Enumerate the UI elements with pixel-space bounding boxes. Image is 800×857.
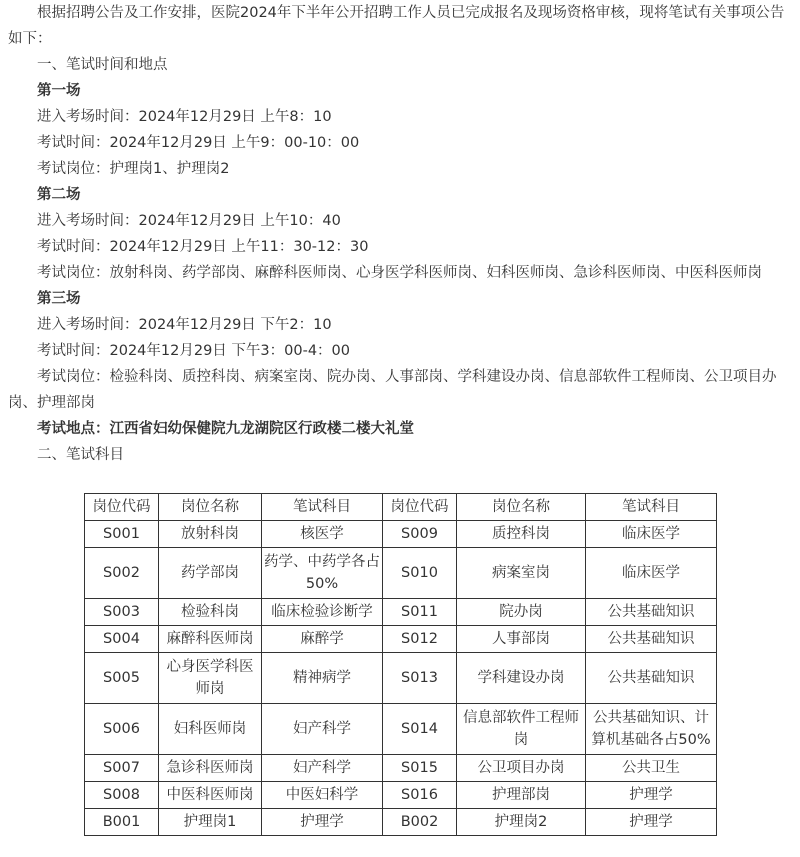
post-code: S002 — [85, 548, 159, 599]
table-row — [85, 521, 717, 548]
header-cell: 岗位代码 — [85, 494, 159, 521]
table-header-row — [85, 494, 717, 521]
table-row — [85, 782, 717, 809]
post-name: 心身医学科医师岗 — [159, 653, 262, 704]
post-name: 学科建设办岗 — [457, 653, 586, 704]
post-code: S004 — [85, 626, 159, 653]
exam-subject: 护理学 — [586, 809, 717, 836]
post-code: S015 — [383, 755, 457, 782]
post-code: S009 — [383, 521, 457, 548]
session-2-exam-time: 考试时间：2024年12月29日 上午11：30-12：30 — [37, 239, 369, 255]
header-cell: 岗位代码 — [383, 494, 457, 521]
exam-subject: 药学、中药学各占50% — [262, 548, 383, 599]
post-code: S008 — [85, 782, 159, 809]
post-name: 公卫项目办岗 — [457, 755, 586, 782]
exam-subject: 妇产科学 — [262, 704, 383, 755]
post-name: 中医科医师岗 — [159, 782, 262, 809]
exam-subject: 临床检验诊断学 — [262, 599, 383, 626]
session-3-exam-time: 考试时间：2024年12月29日 下午3：00-4：00 — [37, 343, 350, 359]
post-name: 放射科岗 — [159, 521, 262, 548]
post-name: 护理部岗 — [457, 782, 586, 809]
table-row — [85, 809, 717, 836]
session-3-posts: 考试岗位：检验科岗、质控科岗、病案室岗、院办岗、人事部岗、学科建设办岗、信息部软件工程师岗、公卫项目办岗、护理部岗 — [8, 369, 777, 411]
post-name: 急诊科医师岗 — [159, 755, 262, 782]
post-name: 病案室岗 — [457, 548, 586, 599]
exam-subject: 公共基础知识 — [586, 599, 717, 626]
exam-subject-table — [84, 493, 717, 836]
session-2-entry-time: 进入考场时间：2024年12月29日 上午10：40 — [37, 213, 341, 229]
section-heading-time-location: 一、笔试时间和地点 — [37, 57, 168, 73]
header-cell: 岗位名称 — [457, 494, 586, 521]
post-name: 护理岗2 — [457, 809, 586, 836]
header-cell: 岗位名称 — [159, 494, 262, 521]
post-code: S011 — [383, 599, 457, 626]
post-code: S010 — [383, 548, 457, 599]
exam-subject: 核医学 — [262, 521, 383, 548]
exam-subject: 中医妇科学 — [262, 782, 383, 809]
notice-document — [8, 0, 792, 468]
intro-paragraph: 根据招聘公告及工作安排，医院2024年下半年公开招聘工作人员已完成报名及现场资格审核，现将笔试有关事项公告如下： — [8, 5, 785, 47]
post-code: B002 — [383, 809, 457, 836]
post-code: S012 — [383, 626, 457, 653]
header-cell: 笔试科目 — [262, 494, 383, 521]
post-name: 护理岗1 — [159, 809, 262, 836]
section-heading-subjects: 二、笔试科目 — [37, 447, 124, 463]
post-name: 信息部软件工程师岗 — [457, 704, 586, 755]
exam-subject: 妇产科学 — [262, 755, 383, 782]
post-code: B001 — [85, 809, 159, 836]
post-code: S005 — [85, 653, 159, 704]
post-name: 人事部岗 — [457, 626, 586, 653]
post-code: S013 — [383, 653, 457, 704]
post-code: S014 — [383, 704, 457, 755]
session-1-entry-time: 进入考场时间：2024年12月29日 上午8：10 — [37, 109, 332, 125]
post-name: 检验科岗 — [159, 599, 262, 626]
exam-subject: 护理学 — [262, 809, 383, 836]
exam-subject: 公共基础知识、计算机基础各占50% — [586, 704, 717, 755]
session-2-title: 第二场 — [37, 187, 81, 203]
session-1-title: 第一场 — [37, 83, 81, 99]
session-3-entry-time: 进入考场时间：2024年12月29日 下午2：10 — [37, 317, 332, 333]
exam-subject: 公共基础知识 — [586, 653, 717, 704]
post-name: 麻醉科医师岗 — [159, 626, 262, 653]
exam-subject: 临床医学 — [586, 521, 717, 548]
session-2-posts: 考试岗位：放射科岗、药学部岗、麻醉科医师岗、心身医学科医师岗、妇科医师岗、急诊科医师岗、中医科医师岗 — [37, 265, 762, 281]
exam-subject: 公共基础知识 — [586, 626, 717, 653]
table-row — [85, 653, 717, 704]
exam-subject: 麻醉学 — [262, 626, 383, 653]
table-row — [85, 626, 717, 653]
post-code: S006 — [85, 704, 159, 755]
table-row — [85, 548, 717, 599]
table-row — [85, 704, 717, 755]
post-code: S007 — [85, 755, 159, 782]
session-3-title: 第三场 — [37, 291, 81, 307]
post-name: 院办岗 — [457, 599, 586, 626]
table-row — [85, 755, 717, 782]
session-1-exam-time: 考试时间：2024年12月29日 上午9：00-10：00 — [37, 135, 360, 151]
post-code: S003 — [85, 599, 159, 626]
session-1-posts: 考试岗位：护理岗1、护理岗2 — [37, 161, 230, 177]
exam-subject: 护理学 — [586, 782, 717, 809]
post-code: S016 — [383, 782, 457, 809]
table-row — [85, 599, 717, 626]
exam-subject: 公共卫生 — [586, 755, 717, 782]
post-name: 质控科岗 — [457, 521, 586, 548]
post-name: 药学部岗 — [159, 548, 262, 599]
exam-location: 考试地点：江西省妇幼保健院九龙湖院区行政楼二楼大礼堂 — [37, 421, 414, 437]
exam-subject: 精神病学 — [262, 653, 383, 704]
post-code: S001 — [85, 521, 159, 548]
exam-subject: 临床医学 — [586, 548, 717, 599]
header-cell: 笔试科目 — [586, 494, 717, 521]
post-name: 妇科医师岗 — [159, 704, 262, 755]
